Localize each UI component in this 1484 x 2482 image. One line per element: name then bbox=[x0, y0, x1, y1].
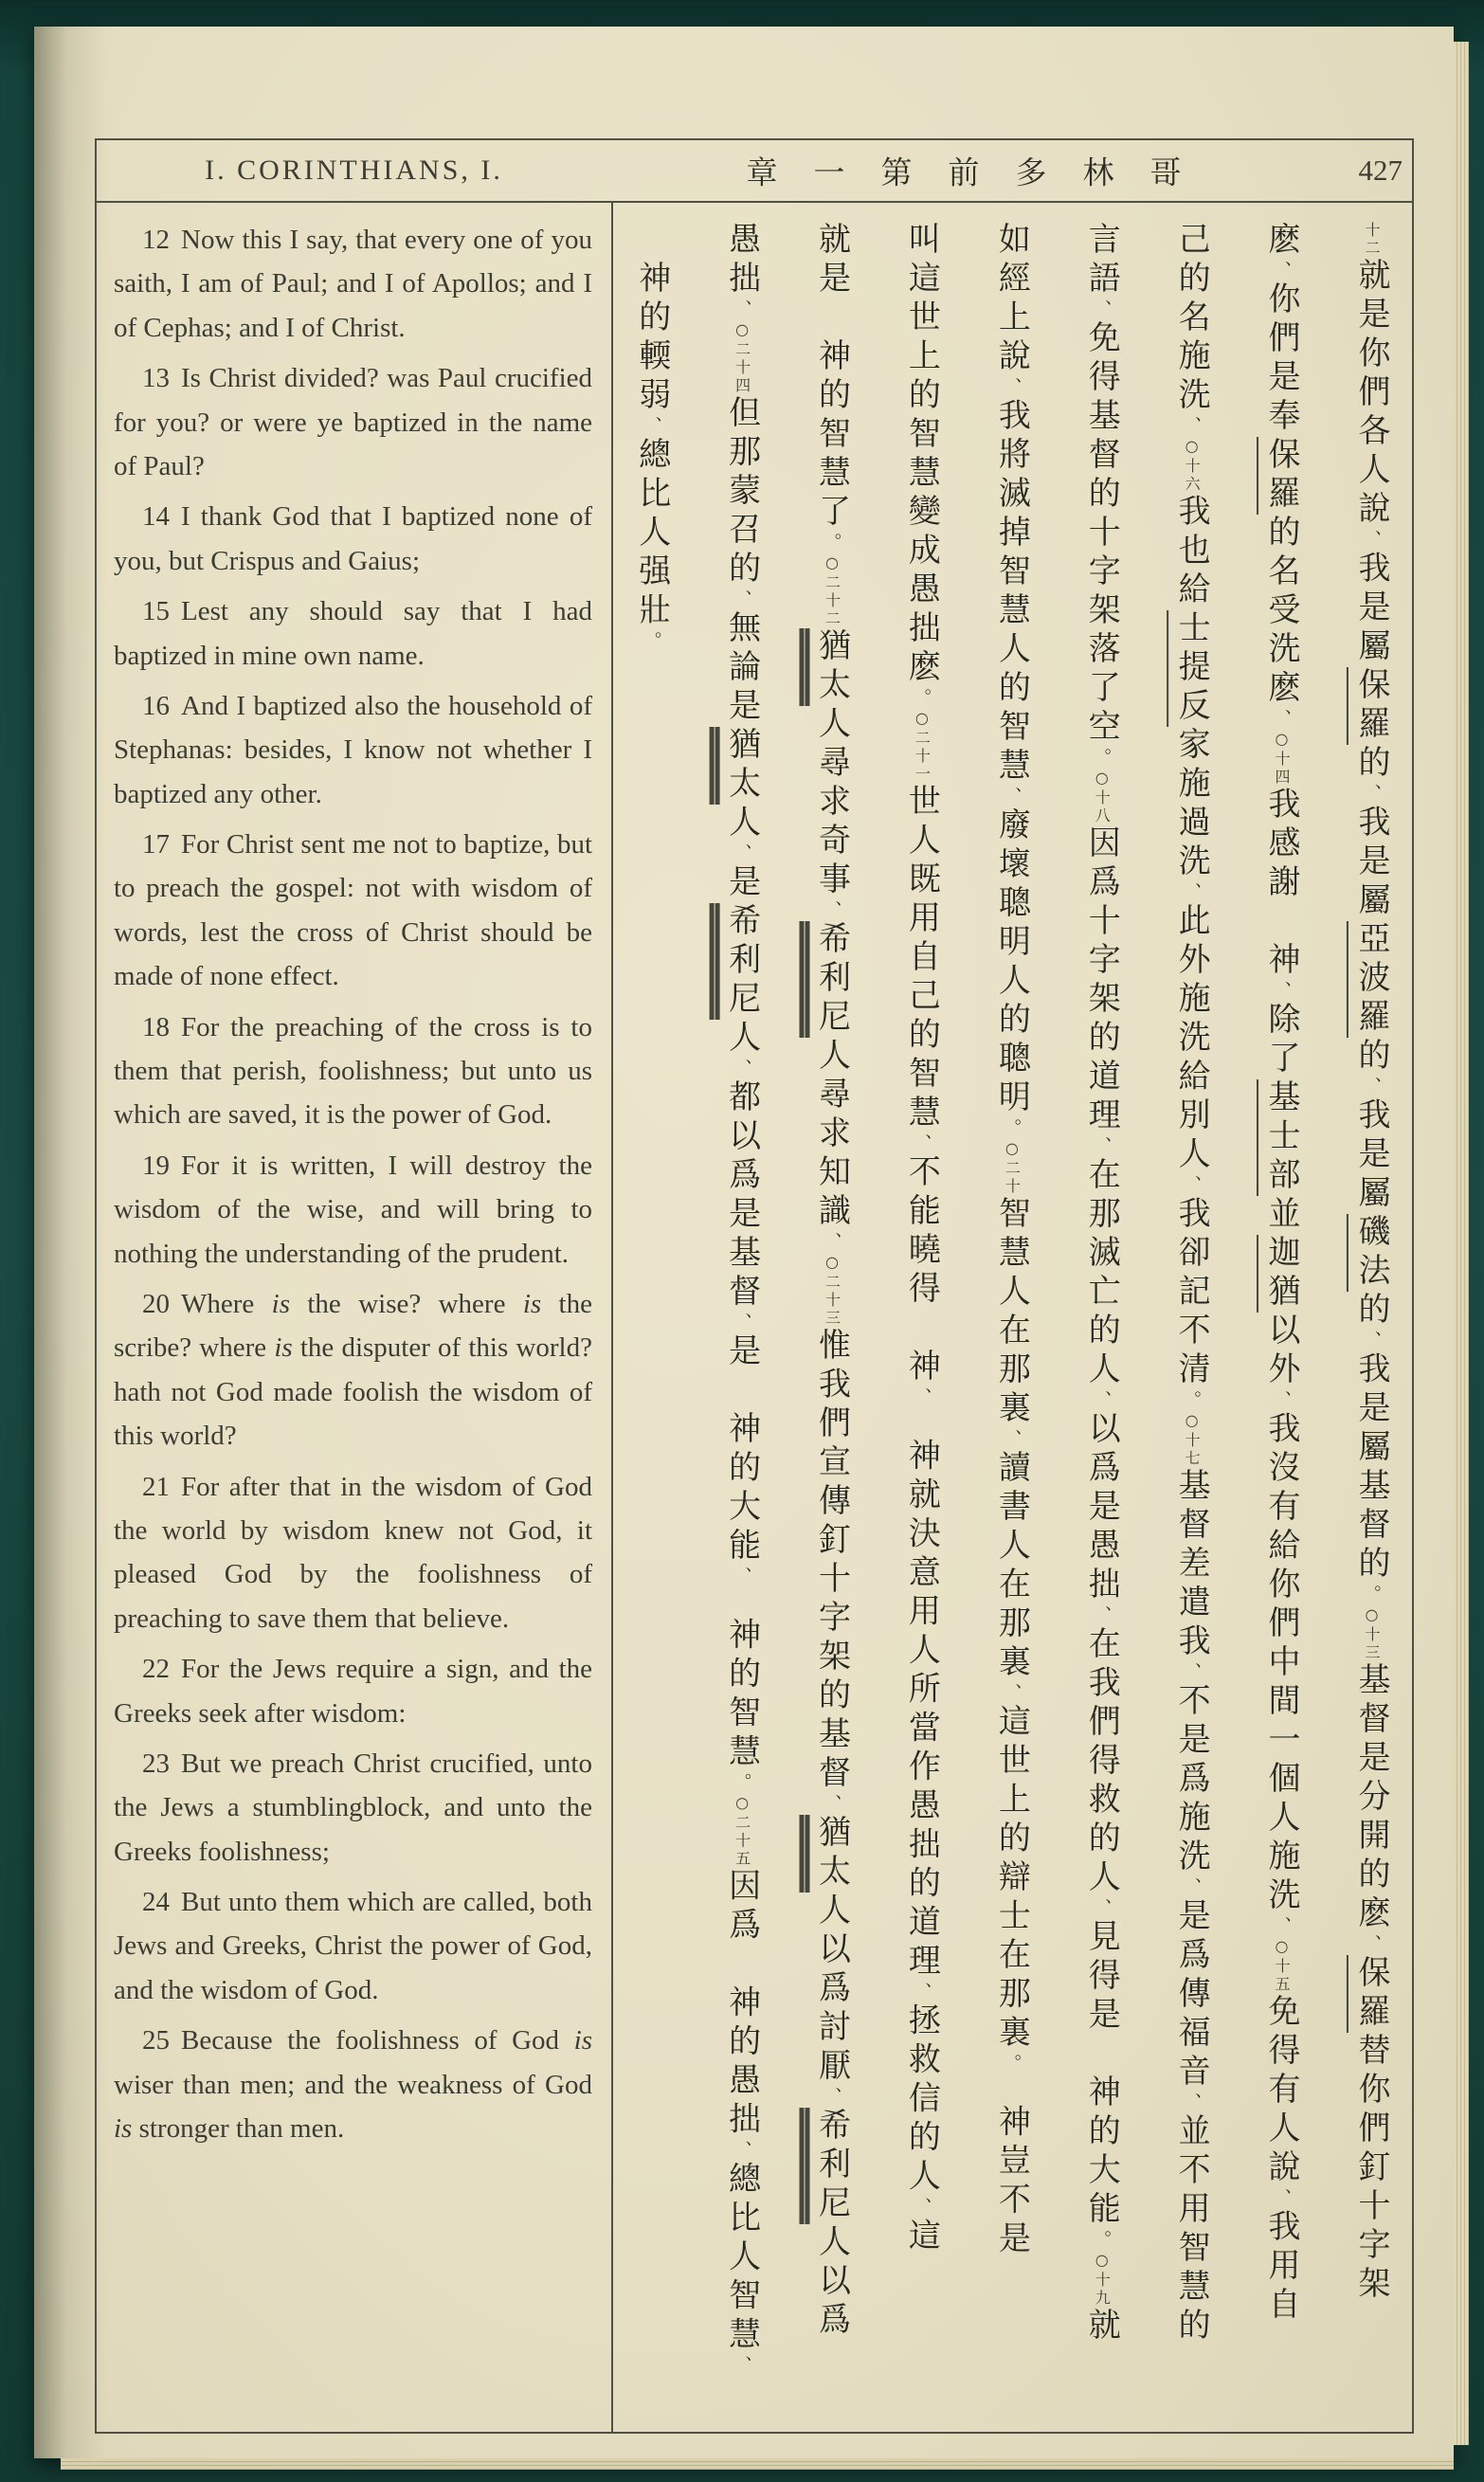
text-run: 家施過洗 bbox=[1172, 727, 1211, 882]
proper-noun: 磯法 bbox=[1351, 1214, 1390, 1292]
punctuation: 、 bbox=[1271, 261, 1293, 281]
chinese-column bbox=[613, 203, 1412, 2432]
punctuation: 、 bbox=[731, 1313, 752, 1333]
punctuation: 、 bbox=[821, 2087, 842, 2108]
proper-noun: 猶太 bbox=[812, 1815, 851, 1893]
punctuation: 、 bbox=[821, 1794, 842, 1815]
proper-noun: 希利尼 bbox=[812, 921, 851, 1038]
text-run: 就 bbox=[1082, 2308, 1121, 2346]
vertical-text-column bbox=[812, 222, 851, 2411]
verse-marker: ○二十二 bbox=[823, 553, 842, 628]
text-run: 並不用智慧的 bbox=[1172, 2113, 1211, 2346]
verse-marker: ○二十五 bbox=[733, 1793, 751, 1869]
text-run: 的 bbox=[1351, 745, 1390, 784]
text-run: 以外 bbox=[1262, 1313, 1301, 1390]
punctuation: 、 bbox=[1091, 1898, 1113, 1919]
verse-number: 17 bbox=[142, 829, 170, 861]
text-run: 我沒有給你們中間一個人施洗 bbox=[1262, 1411, 1301, 1916]
text-run: 這 bbox=[902, 2218, 941, 2257]
verse-text: stronger than men. bbox=[132, 2113, 345, 2145]
verse-number: 19 bbox=[142, 1150, 170, 1181]
text-run: 人以爲討厭 bbox=[812, 1893, 851, 2087]
punctuation: 。 bbox=[911, 688, 932, 709]
text-run: 己的名施洗 bbox=[1172, 222, 1211, 416]
text-run: 我是屬基督的 bbox=[1351, 1351, 1390, 1585]
punctuation: 。 bbox=[1181, 1390, 1203, 1411]
verse-paragraph bbox=[114, 823, 592, 999]
verse-paragraph bbox=[114, 1282, 592, 1458]
verse-marker: ○十八 bbox=[1093, 769, 1112, 825]
verse-number: 14 bbox=[142, 501, 170, 533]
text-run: 免得基督的十字架落了空 bbox=[1082, 320, 1121, 748]
text-run: 以爲是愚拙 bbox=[1082, 1411, 1121, 1605]
text-run: 如經上說 bbox=[992, 222, 1031, 377]
punctuation: 、 bbox=[1091, 299, 1113, 320]
text-run: 是 bbox=[722, 864, 761, 903]
text-run: 我是屬 bbox=[1351, 805, 1390, 921]
verse-marker: ○二十一 bbox=[913, 709, 932, 784]
punctuation: 、 bbox=[1181, 416, 1203, 437]
verse-paragraph bbox=[114, 1742, 592, 1874]
punctuation: 、 bbox=[911, 1982, 932, 2003]
punctuation: 、 bbox=[731, 1059, 752, 1079]
verse-paragraph bbox=[114, 495, 592, 583]
text-run: 人 bbox=[722, 805, 761, 843]
text-run: 的 bbox=[1351, 1292, 1390, 1331]
punctuation: 。 bbox=[1001, 2054, 1023, 2066]
text-run: 世人既用自己的智慧 bbox=[902, 784, 941, 1133]
punctuation: 、 bbox=[1181, 1877, 1203, 1898]
verse-text: And I baptized also the household of Stephanas: besides, I know not whether I baptized any other. bbox=[114, 690, 592, 809]
vertical-text-column bbox=[1082, 222, 1121, 2411]
verse-number: 24 bbox=[142, 1887, 170, 1918]
punctuation: 、 bbox=[1001, 787, 1023, 807]
verse-number: 18 bbox=[142, 1011, 170, 1042]
punctuation: 。 bbox=[731, 1772, 752, 1794]
verse-text: the scribe? where bbox=[114, 1288, 592, 1364]
punctuation: 、 bbox=[911, 1387, 932, 1400]
punctuation: 、 bbox=[641, 416, 662, 437]
punctuation: 、 bbox=[1360, 530, 1382, 551]
proper-noun: 士提反 bbox=[1172, 610, 1211, 727]
text-run: 人尋求奇事 bbox=[812, 706, 851, 900]
italic-word: is bbox=[114, 2113, 133, 2145]
text-run: 讀書人在那裏 bbox=[992, 1450, 1031, 1683]
verse-paragraph bbox=[114, 356, 592, 488]
text-run: 人 bbox=[722, 1020, 761, 1059]
verse-text: Lest any should say that I had baptized in mine own name. bbox=[114, 596, 592, 671]
verse-text: For the preaching of the cross is to them that perish, foolishness; but unto us which are saved, it is the power of God. bbox=[114, 1011, 592, 1131]
text-run: 此外施洗給別人 bbox=[1172, 903, 1211, 1175]
proper-noun: 亞波羅 bbox=[1351, 921, 1390, 1038]
proper-noun: 基士部 bbox=[1262, 1079, 1301, 1196]
text-run: 人尋求知識 bbox=[812, 1038, 851, 1232]
italic-word: is bbox=[274, 1332, 293, 1364]
punctuation: 、 bbox=[1091, 1605, 1113, 1626]
vertical-text-column bbox=[902, 222, 941, 2411]
vertical-text-column bbox=[1172, 222, 1211, 2411]
punctuation: 。 bbox=[821, 533, 842, 553]
punctuation: 、 bbox=[731, 299, 752, 320]
verse-number: 25 bbox=[142, 2025, 170, 2056]
text-run: 在我們得救的人 bbox=[1082, 1626, 1121, 1898]
punctuation: 、 bbox=[1360, 784, 1382, 805]
verse-text: For Christ sent me not to baptize, but to preach the gospel: not with wisdom of words, lest the cross of Christ should be made of none effect. bbox=[114, 829, 592, 992]
text-run: 言語 bbox=[1082, 222, 1121, 299]
text-run: 智慧人在那裏 bbox=[992, 1196, 1031, 1429]
text-run: 免得有人說 bbox=[1262, 1994, 1301, 2188]
verse-text: But unto them which are called, both Jews and Greeks, Christ the power of God, and the wisdom of God. bbox=[114, 1887, 592, 2005]
verse-marker: ○十六 bbox=[1183, 437, 1202, 494]
punctuation: 、 bbox=[1360, 1934, 1382, 1955]
italic-word: is bbox=[271, 1288, 290, 1319]
running-title-chinese: 章一第前多林哥 bbox=[746, 154, 1218, 191]
verse-number: 12 bbox=[142, 225, 170, 255]
verse-text: I thank God that I baptized none of you, but Crispus and Gaius; bbox=[114, 501, 592, 576]
verse-paragraph bbox=[114, 1144, 592, 1276]
punctuation: 、 bbox=[731, 1567, 752, 1579]
verse-paragraph bbox=[114, 1005, 592, 1137]
verse-marker: 十二 bbox=[1362, 222, 1381, 258]
italic-word: is bbox=[522, 1288, 542, 1319]
text-run: 不能曉得 神 bbox=[902, 1154, 941, 1387]
proper-noun: 猶太 bbox=[722, 727, 761, 805]
verse-marker: ○十七 bbox=[1183, 1411, 1202, 1468]
text-run: 麽 bbox=[1262, 222, 1301, 261]
text-run: 我用自 bbox=[1262, 2209, 1301, 2326]
proper-noun: 保羅 bbox=[1262, 437, 1301, 515]
text-run: 人以爲 bbox=[812, 2224, 851, 2341]
punctuation: 、 bbox=[1271, 2188, 1293, 2209]
proper-noun: 保羅 bbox=[1351, 667, 1390, 745]
text-run: 神就決意用人所當作愚拙的道理 bbox=[902, 1399, 941, 1983]
verse-text: Is Christ divided? was Paul crucified for you? or were ye baptized in the name of Paul? bbox=[114, 363, 592, 481]
verse-marker: ○二十四 bbox=[733, 320, 751, 395]
text-run: 是 神的大能 bbox=[722, 1333, 761, 1567]
verse-paragraph bbox=[114, 589, 592, 678]
text-run: 我感謝 神 bbox=[1262, 787, 1301, 981]
text-run: 除了 bbox=[1262, 1002, 1301, 1079]
punctuation: 、 bbox=[1181, 1175, 1203, 1196]
proper-noun: 希利尼 bbox=[722, 903, 761, 1020]
verse-marker: ○二十三 bbox=[823, 1253, 842, 1328]
text-run: 就是你們各人說 bbox=[1351, 258, 1390, 530]
text-run: 並 bbox=[1262, 1196, 1301, 1235]
verse-marker: ○十九 bbox=[1093, 2251, 1112, 2308]
verse-text: the disputer of this world? hath not God made foolish the wisdom of this world? bbox=[114, 1332, 592, 1452]
verse-number: 15 bbox=[142, 596, 170, 627]
text-run: 你們是奉 bbox=[1262, 281, 1301, 437]
punctuation: 。 bbox=[1091, 2230, 1113, 2251]
punctuation: 、 bbox=[911, 2197, 932, 2219]
verse-marker: ○十五 bbox=[1273, 1937, 1292, 1994]
text-run: 無論是 bbox=[722, 610, 761, 727]
punctuation: 、 bbox=[1001, 377, 1023, 398]
punctuation: 。 bbox=[1091, 748, 1113, 769]
text-run: 我是屬 bbox=[1351, 1097, 1390, 1214]
punctuation: 、 bbox=[1181, 1662, 1203, 1683]
verse-paragraph bbox=[114, 1465, 592, 1641]
vertical-text-column bbox=[992, 222, 1031, 2411]
verse-paragraph bbox=[114, 1647, 592, 1735]
text-run: 廢壞聰明人的聰明 bbox=[992, 807, 1031, 1118]
text-run: 都以爲是基督 bbox=[722, 1079, 761, 1313]
text-run: 神豈不是 bbox=[992, 2065, 1031, 2260]
proper-noun: 希利尼 bbox=[812, 2108, 851, 2224]
punctuation: 、 bbox=[821, 900, 842, 921]
verse-text: Where bbox=[181, 1288, 272, 1319]
proper-noun: 保羅 bbox=[1351, 1955, 1390, 2033]
text-run: 愚拙 bbox=[722, 222, 761, 299]
verse-number: 20 bbox=[142, 1288, 170, 1319]
verse-paragraph bbox=[114, 1880, 592, 2012]
punctuation: 、 bbox=[911, 1133, 932, 1154]
punctuation: 。 bbox=[641, 631, 662, 652]
text-run: 的 bbox=[1351, 1038, 1390, 1077]
verse-paragraph bbox=[114, 684, 592, 816]
verse-number: 23 bbox=[142, 1748, 170, 1779]
punctuation: 、 bbox=[1001, 1683, 1023, 1704]
verse-text: For it is written, I will destroy the wisdom of the wise, and will bring to nothing the understanding of the prudent. bbox=[114, 1150, 592, 1269]
punctuation: 、 bbox=[1091, 1390, 1113, 1411]
text-run: 替你們釘十字架 bbox=[1351, 2033, 1390, 2305]
text-run: 我是屬 bbox=[1351, 551, 1390, 667]
punctuation: 、 bbox=[731, 2355, 752, 2377]
text-run: 的名受洗麽 bbox=[1262, 515, 1301, 709]
running-header bbox=[97, 140, 1412, 203]
page-edges-right bbox=[1454, 42, 1469, 2445]
text-run: 見得是 神的大能 bbox=[1082, 1919, 1121, 2230]
text-run: 拯救信的人 bbox=[902, 2002, 941, 2198]
page-number: 427 bbox=[1358, 154, 1403, 187]
verse-paragraph bbox=[114, 218, 592, 350]
running-title-english: I. CORINTHIANS, I. bbox=[205, 154, 503, 186]
punctuation: 、 bbox=[1271, 1390, 1293, 1411]
text-run: 基督差遣我 bbox=[1172, 1468, 1211, 1662]
page-edges-bottom bbox=[61, 2458, 1454, 2470]
text-run: 我也給 bbox=[1172, 494, 1211, 610]
verse-number: 21 bbox=[142, 1471, 170, 1502]
punctuation: 、 bbox=[1360, 1331, 1382, 1351]
page-body bbox=[97, 203, 1412, 2432]
text-run: 神的輭弱 bbox=[632, 222, 671, 416]
verse-text: the wise? where bbox=[290, 1288, 523, 1319]
verse-marker: ○十四 bbox=[1273, 730, 1292, 787]
punctuation: 。 bbox=[1001, 1118, 1023, 1139]
punctuation: 、 bbox=[1181, 2092, 1203, 2113]
text-run: 但那蒙召的 bbox=[722, 395, 761, 589]
text-run: 是爲傳福音 bbox=[1172, 1898, 1211, 2092]
book-page bbox=[34, 27, 1454, 2458]
verse-text: wiser than men; and the weakness of God bbox=[114, 2069, 592, 2100]
punctuation: 、 bbox=[821, 1232, 842, 1253]
punctuation: 、 bbox=[1001, 1429, 1023, 1450]
text-run: 就是 神的智慧了 bbox=[812, 222, 851, 533]
text-run: 惟我們宣傳釘十字架的基督 bbox=[812, 1328, 851, 1794]
text-run: 我卻記不清 bbox=[1172, 1196, 1211, 1390]
text-run: 我將滅掉智慧人的智慧 bbox=[992, 398, 1031, 787]
text-run: 不是爲施洗 bbox=[1172, 1683, 1211, 1877]
text-run: 神的智慧 bbox=[722, 1578, 761, 1773]
text-run: 因爲十字架的道理 bbox=[1082, 825, 1121, 1136]
proper-noun: 迦猶 bbox=[1262, 1235, 1301, 1313]
verse-marker: ○十三 bbox=[1362, 1605, 1381, 1662]
text-run: 基督是分開的麽 bbox=[1351, 1662, 1390, 1934]
text-run: 總比人智慧 bbox=[722, 2161, 761, 2356]
vertical-text-column bbox=[1262, 222, 1301, 2411]
vertical-text-column bbox=[632, 222, 671, 2411]
verse-number: 13 bbox=[142, 363, 170, 394]
punctuation: 、 bbox=[1271, 1916, 1293, 1937]
text-run: 在那滅亡的人 bbox=[1082, 1157, 1121, 1390]
punctuation: 、 bbox=[731, 843, 752, 864]
italic-word: is bbox=[573, 2025, 592, 2056]
vertical-text-column bbox=[722, 222, 761, 2411]
verse-text: But we preach Christ crucified, unto the Jews a stumblingblock, and unto the Greeks foolishness; bbox=[114, 1748, 592, 1867]
text-run: 這世上的辯士在那裏 bbox=[992, 1704, 1031, 2054]
verse-text: Because the foolishness of God bbox=[181, 2025, 574, 2056]
verse-text: For after that in the wisdom of God the world by wisdom knew not God, it pleased God by the foolishness of preaching to save them that believe. bbox=[114, 1471, 592, 1634]
verse-number: 16 bbox=[142, 690, 170, 721]
english-column bbox=[97, 203, 611, 2432]
verse-marker: ○二十 bbox=[1003, 1139, 1022, 1196]
verse-paragraph bbox=[114, 2019, 592, 2150]
verse-text: Now this I say, that every one of you saith, I am of Paul; and I of Apollos; and I of Cephas; and I of Christ. bbox=[114, 225, 592, 343]
punctuation: 、 bbox=[1091, 1136, 1113, 1157]
punctuation: 、 bbox=[1181, 882, 1203, 903]
text-run: 叫這世上的智慧變成愚拙麽 bbox=[902, 222, 941, 688]
punctuation: 、 bbox=[1360, 1077, 1382, 1097]
punctuation: 、 bbox=[1271, 709, 1293, 730]
verse-number: 22 bbox=[142, 1654, 170, 1685]
punctuation: 。 bbox=[1360, 1585, 1382, 1605]
punctuation: 、 bbox=[731, 2140, 752, 2162]
text-run: 因爲 神的愚拙 bbox=[722, 1868, 761, 2141]
vertical-text-column bbox=[1351, 222, 1390, 2411]
text-run: 總比人强壯 bbox=[632, 437, 671, 631]
proper-noun: 猶太 bbox=[812, 628, 851, 706]
punctuation: 、 bbox=[731, 589, 752, 610]
punctuation: 、 bbox=[1271, 981, 1293, 1002]
verse-text: For the Jews require a sign, and the Greeks seek after wisdom: bbox=[114, 1654, 592, 1729]
printed-frame bbox=[95, 138, 1414, 2434]
